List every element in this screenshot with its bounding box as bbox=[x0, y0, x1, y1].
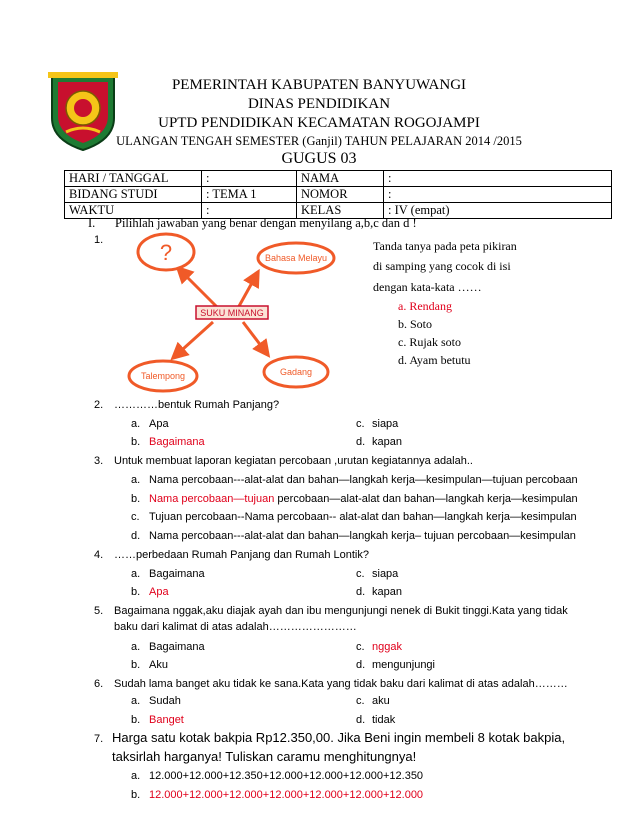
bubble-label: Bahasa Melayu bbox=[264, 253, 328, 263]
q3-option-c[interactable]: Tujuan percobaan--Nama percobaan-- alat-alat dan bahan—langkah kerja—kesimpulan bbox=[149, 511, 577, 523]
q4-option-d[interactable]: kapan bbox=[372, 586, 402, 598]
question-4-number: 4. bbox=[94, 549, 104, 561]
option-letter: d. bbox=[131, 530, 141, 542]
option-letter: c. bbox=[131, 511, 140, 523]
table-cell: BIDANG STUDI bbox=[65, 187, 202, 203]
q6-option-a[interactable]: Sudah bbox=[149, 695, 181, 707]
option-letter: b. bbox=[131, 436, 141, 448]
table-row bbox=[65, 171, 612, 187]
question-2-number: 2. bbox=[94, 399, 104, 411]
header-line-1: PEMERINTAH KABUPATEN BANYUWANGI bbox=[171, 77, 467, 93]
q3-option-b-rest: percobaan—alat-alat dan bahan—langkah kerja—kesimpulan bbox=[274, 493, 578, 505]
option-letter: b. bbox=[131, 714, 141, 726]
table-cell: HARI / TANGGAL bbox=[65, 171, 202, 187]
q2-option-b[interactable]: Bagaimana bbox=[149, 436, 205, 448]
table-cell: : bbox=[384, 187, 612, 203]
option-letter: c. bbox=[356, 695, 365, 707]
option-letter: d. bbox=[356, 714, 366, 726]
mind-map-diagram bbox=[118, 230, 338, 395]
option-letter: a. bbox=[131, 641, 141, 653]
option-letter: d. bbox=[356, 586, 366, 598]
q1-option-d[interactable]: d. Ayam betutu bbox=[398, 353, 471, 367]
option-letter: c. bbox=[356, 568, 365, 580]
table-cell: NOMOR bbox=[297, 187, 384, 203]
question-7-text-line-1: Harga satu kotak bakpia Rp12.350,00. Jika Beni ingin membeli 8 kotak bakpia, bbox=[112, 730, 566, 745]
section-number: I. bbox=[88, 216, 96, 230]
question-3-number: 3. bbox=[94, 455, 104, 467]
question-mark: ? bbox=[159, 240, 173, 265]
student-info-table bbox=[64, 170, 612, 219]
q4-option-c[interactable]: siapa bbox=[372, 568, 399, 580]
option-letter: b. bbox=[131, 493, 141, 505]
option-letter: d. bbox=[356, 436, 366, 448]
q5-option-d[interactable]: mengunjungi bbox=[372, 659, 435, 671]
q6-option-b[interactable]: Banget bbox=[149, 714, 184, 726]
q6-option-c[interactable]: aku bbox=[372, 695, 390, 707]
header-line-3: UPTD PENDIDIKAN KECAMATAN ROGOJAMPI bbox=[158, 115, 480, 131]
table-cell: WAKTU bbox=[65, 203, 202, 219]
option-letter: a. bbox=[131, 418, 141, 430]
q1-prompt-line-2: di samping yang cocok di isi bbox=[373, 259, 511, 273]
option-letter: b. bbox=[131, 659, 141, 671]
option-letter: d. bbox=[356, 659, 366, 671]
q2-option-d[interactable]: kapan bbox=[372, 436, 402, 448]
table-cell: : bbox=[202, 203, 297, 219]
table-cell: : TEMA 1 bbox=[202, 187, 297, 203]
table-cell: KELAS bbox=[297, 203, 384, 219]
option-letter: c. bbox=[356, 641, 365, 653]
q5-option-b[interactable]: Aku bbox=[149, 659, 168, 671]
option-letter: a. bbox=[131, 770, 141, 782]
q3-option-b-highlight: Nama percobaan—tujuan bbox=[149, 493, 275, 505]
header-line-5: GUGUS 03 bbox=[281, 150, 357, 167]
question-3-text: Untuk membuat laporan kegiatan percobaan ,urutan kegiatannya adalah.. bbox=[114, 455, 473, 467]
question-5-number: 5. bbox=[94, 605, 104, 617]
header-line-2: DINAS PENDIDIKAN bbox=[247, 96, 391, 112]
question-6-number: 6. bbox=[94, 678, 104, 690]
q4-option-b[interactable]: Apa bbox=[149, 586, 169, 598]
table-cell: : IV (empat) bbox=[384, 203, 612, 219]
header-line-4: ULANGAN TENGAH SEMESTER (Ganjil) TAHUN PELAJARAN 2014 /2015 bbox=[116, 134, 522, 148]
option-letter: b. bbox=[131, 586, 141, 598]
option-letter: c. bbox=[356, 418, 365, 430]
option-letter: a. bbox=[131, 568, 141, 580]
question-1-number: 1. bbox=[94, 234, 104, 246]
option-letter: b. bbox=[131, 789, 141, 801]
q7-option-b[interactable]: 12.000+12.000+12.000+12.000+12.000+12.000+12.000 bbox=[149, 789, 424, 801]
section-instruction: Pilihlah jawaban yang benar dengan menyilang a,b,c dan d ! bbox=[115, 216, 417, 230]
bubble-label: Gadang bbox=[279, 367, 313, 377]
q2-option-c[interactable]: siapa bbox=[372, 418, 399, 430]
table-row bbox=[65, 187, 612, 203]
table-cell: : bbox=[384, 171, 612, 187]
q1-option-c[interactable]: c. Rujak soto bbox=[398, 335, 461, 349]
q3-option-d[interactable]: Nama percobaan---alat-alat dan bahan—langkah kerja– tujuan percobaan—kesimpulan bbox=[149, 530, 576, 542]
q1-option-a[interactable]: a. Rendang bbox=[398, 299, 452, 313]
bubble-label: Talempong bbox=[140, 371, 186, 381]
center-label: SUKU MINANG bbox=[200, 308, 264, 318]
q5-option-a[interactable]: Bagaimana bbox=[149, 641, 205, 653]
option-letter: a. bbox=[131, 695, 141, 707]
question-7-number: 7. bbox=[94, 733, 104, 745]
q2-option-a[interactable]: Apa bbox=[149, 418, 169, 430]
q4-option-a[interactable]: Bagaimana bbox=[149, 568, 205, 580]
question-2-text: …………bentuk Rumah Panjang? bbox=[114, 399, 280, 411]
q6-option-d[interactable]: tidak bbox=[372, 714, 396, 726]
question-5-text-line-2: baku dari kalimat di atas adalah…………………… bbox=[114, 621, 357, 633]
q3-option-a[interactable]: Nama percobaan---alat-alat dan bahan—langkah kerja—kesimpulan—tujuan percobaan bbox=[149, 474, 578, 486]
question-7-text-line-2: taksirlah harganya! Tuliskan caramu menghitungnya! bbox=[112, 749, 417, 764]
q7-option-a[interactable]: 12.000+12.000+12.350+12.000+12.000+12.000+12.350 bbox=[149, 770, 424, 782]
q3-option-b[interactable] bbox=[149, 493, 578, 505]
q5-option-c[interactable]: nggak bbox=[372, 641, 402, 653]
question-5-text-line-1: Bagaimana nggak,aku diajak ayah dan ibu mengunjungi nenek di Bukit tinggi.Kata yang tidak bbox=[114, 605, 568, 617]
table-cell: NAMA bbox=[297, 171, 384, 187]
question-6-text: Sudah lama banget aku tidak ke sana.Kata yang tidak baku dari kalimat di atas adalah……… bbox=[114, 678, 568, 690]
q1-option-b[interactable]: b. Soto bbox=[398, 317, 433, 331]
question-4-text: ……perbedaan Rumah Panjang dan Rumah Lontik? bbox=[114, 549, 369, 561]
table-cell: : bbox=[202, 171, 297, 187]
q1-prompt-line-3: dengan kata-kata …… bbox=[373, 280, 482, 294]
option-letter: a. bbox=[131, 474, 141, 486]
q1-prompt-line-1: Tanda tanya pada peta pikiran bbox=[373, 239, 517, 253]
